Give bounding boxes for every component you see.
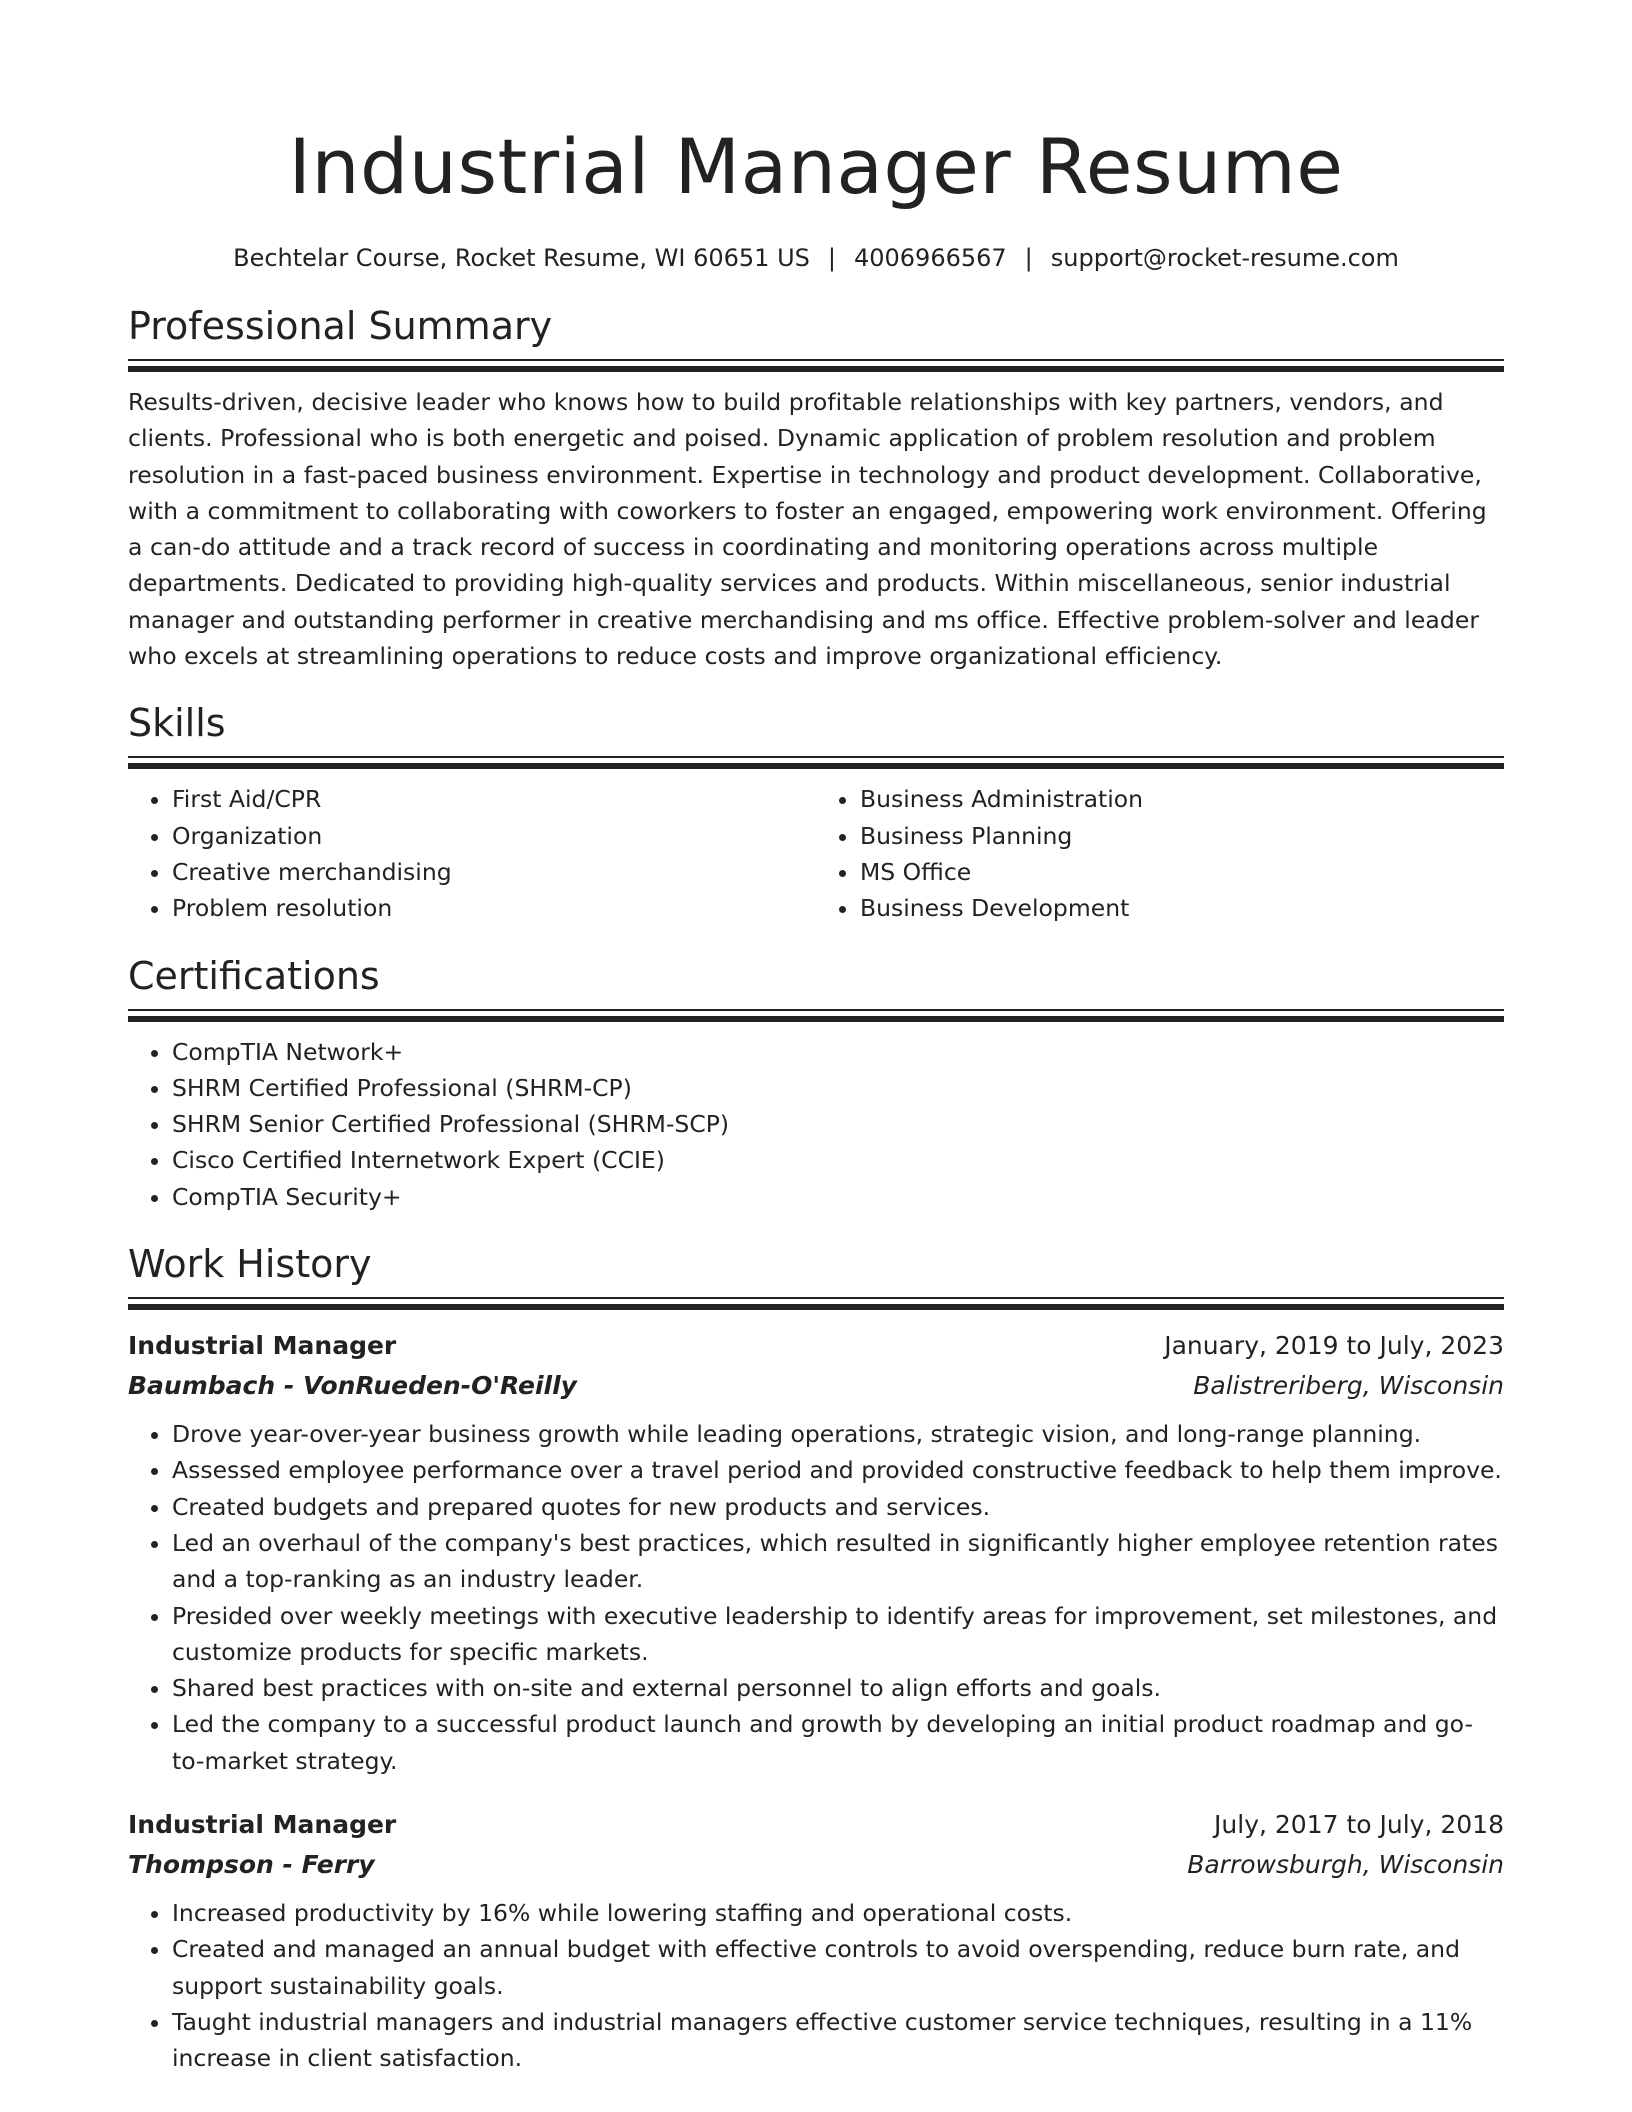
job-company: Baumbach - VonRueden-O'Reilly [128, 1371, 577, 1401]
job-bullet: • Shared best practices with on-site and external personnel to align efforts and goals. [172, 1670, 1504, 1706]
skill-item: • MS Office [860, 854, 1504, 890]
skills-list-right [816, 781, 1504, 926]
section-skills [128, 698, 1504, 926]
certifications-list [128, 1034, 1504, 1215]
certification-item: • CompTIA Security+ [172, 1179, 1504, 1215]
skill-item: • Business Administration [860, 781, 1504, 817]
section-heading-work-history: Work History [128, 1242, 372, 1287]
job-entry [128, 1326, 1504, 1779]
skill-item: • Problem resolution [172, 890, 816, 926]
section-divider [128, 1009, 1504, 1022]
contact-line [128, 242, 1504, 274]
certification-item: • SHRM Certified Professional (SHRM-CP) [172, 1070, 1504, 1106]
section-work-history [128, 1239, 1504, 2076]
job-bullets [128, 1416, 1504, 1779]
summary-text: Results-driven, decisive leader who knows how to build profitable relationships with key partners, vendors, and clients. Professional who is both energetic and poised. Dynamic application of problem resolution and problem resolution in a fast-paced business environment. Expertise in technology and product development. Collaborative, with a commitment to collaborating with coworkers to foster an engaged, empowering work environment. Offering a can-do attitude and a track record of success in coordinating and monitoring operations across multiple departments. Dedicated to providing high-quality services and products. Within miscellaneous, senior industrial manager and outstanding performer in creative merchandising and ms office. Effective problem-solver and leader who excels at streamlining operations to reduce costs and improve organizational efficiency. [128, 388, 1487, 671]
skill-item: • Business Development [860, 890, 1504, 926]
skill-item: • Creative merchandising [172, 854, 816, 890]
skill-item: • Business Planning [860, 818, 1504, 854]
job-subheader [128, 1366, 1504, 1406]
section-heading-skills: Skills [128, 701, 226, 746]
contact-phone: 4006966567 [853, 244, 1007, 272]
job-entry [128, 1805, 1504, 2076]
resume-page [128, 0, 1504, 2077]
section-divider [128, 1297, 1504, 1310]
section-divider [128, 756, 1504, 769]
job-bullets [128, 1895, 1504, 2076]
contact-separator: | [1024, 244, 1033, 272]
job-bullet: • Led the company to a successful product launch and growth by developing an initial product roadmap and go-to-market strategy. [172, 1706, 1504, 1779]
job-dates: January, 2019 to July, 2023 [1164, 1331, 1504, 1361]
job-bullet: • Led an overhaul of the company's best practices, which resulted in significantly higher employee retention rates and a top-ranking as an industry leader. [172, 1525, 1504, 1598]
resume-title: Industrial Manager Resume [288, 122, 1344, 211]
job-bullet: • Taught industrial managers and industrial managers effective customer service techniques, resulting in a 11% increase in client satisfaction. [172, 2004, 1504, 2077]
section-heading-certifications: Certifications [128, 953, 380, 998]
job-company: Thompson - Ferry [128, 1850, 375, 1880]
job-bullet: • Assessed employee performance over a travel period and provided constructive feedback to help them improve. [172, 1452, 1504, 1488]
job-bullet: • Created and managed an annual budget with effective controls to avoid overspending, reduce burn rate, and support sustainability goals. [172, 1931, 1504, 2004]
section-heading-summary: Professional Summary [128, 304, 553, 348]
contact-address: Bechtelar Course, Rocket Resume, WI 60651 US [233, 244, 810, 272]
certification-item: • Cisco Certified Internetwork Expert (CCIE) [172, 1142, 1504, 1178]
skills-grid [128, 781, 1504, 926]
job-bullet: • Drove year-over-year business growth while leading operations, strategic vision, and long-range planning. [172, 1416, 1504, 1452]
certification-item: • CompTIA Network+ [172, 1034, 1504, 1070]
job-title: Industrial Manager [128, 1810, 397, 1840]
job-bullet: • Created budgets and prepared quotes for new products and services. [172, 1489, 1504, 1525]
certification-item: • SHRM Senior Certified Professional (SHRM-SCP) [172, 1106, 1504, 1142]
job-title: Industrial Manager [128, 1331, 397, 1361]
job-header [128, 1805, 1504, 1845]
contact-separator: | [827, 244, 836, 272]
job-subheader [128, 1845, 1504, 1885]
job-dates: July, 2017 to July, 2018 [1214, 1810, 1504, 1840]
job-header [128, 1326, 1504, 1366]
section-certifications [128, 951, 1504, 1215]
job-bullet: • Increased productivity by 16% while lowering staffing and operational costs. [172, 1895, 1504, 1931]
job-bullet: • Presided over weekly meetings with executive leadership to identify areas for improvement, set milestones, and customize products for specific markets. [172, 1598, 1504, 1671]
skill-item: • First Aid/CPR [172, 781, 816, 817]
skill-item: • Organization [172, 818, 816, 854]
contact-email: support@rocket-resume.com [1050, 244, 1399, 272]
section-divider [128, 359, 1504, 372]
skills-list-left [128, 781, 816, 926]
section-summary [128, 301, 1504, 674]
job-location: Barrowsburgh, Wisconsin [1187, 1850, 1504, 1880]
job-location: Balistreriberg, Wisconsin [1193, 1371, 1504, 1401]
